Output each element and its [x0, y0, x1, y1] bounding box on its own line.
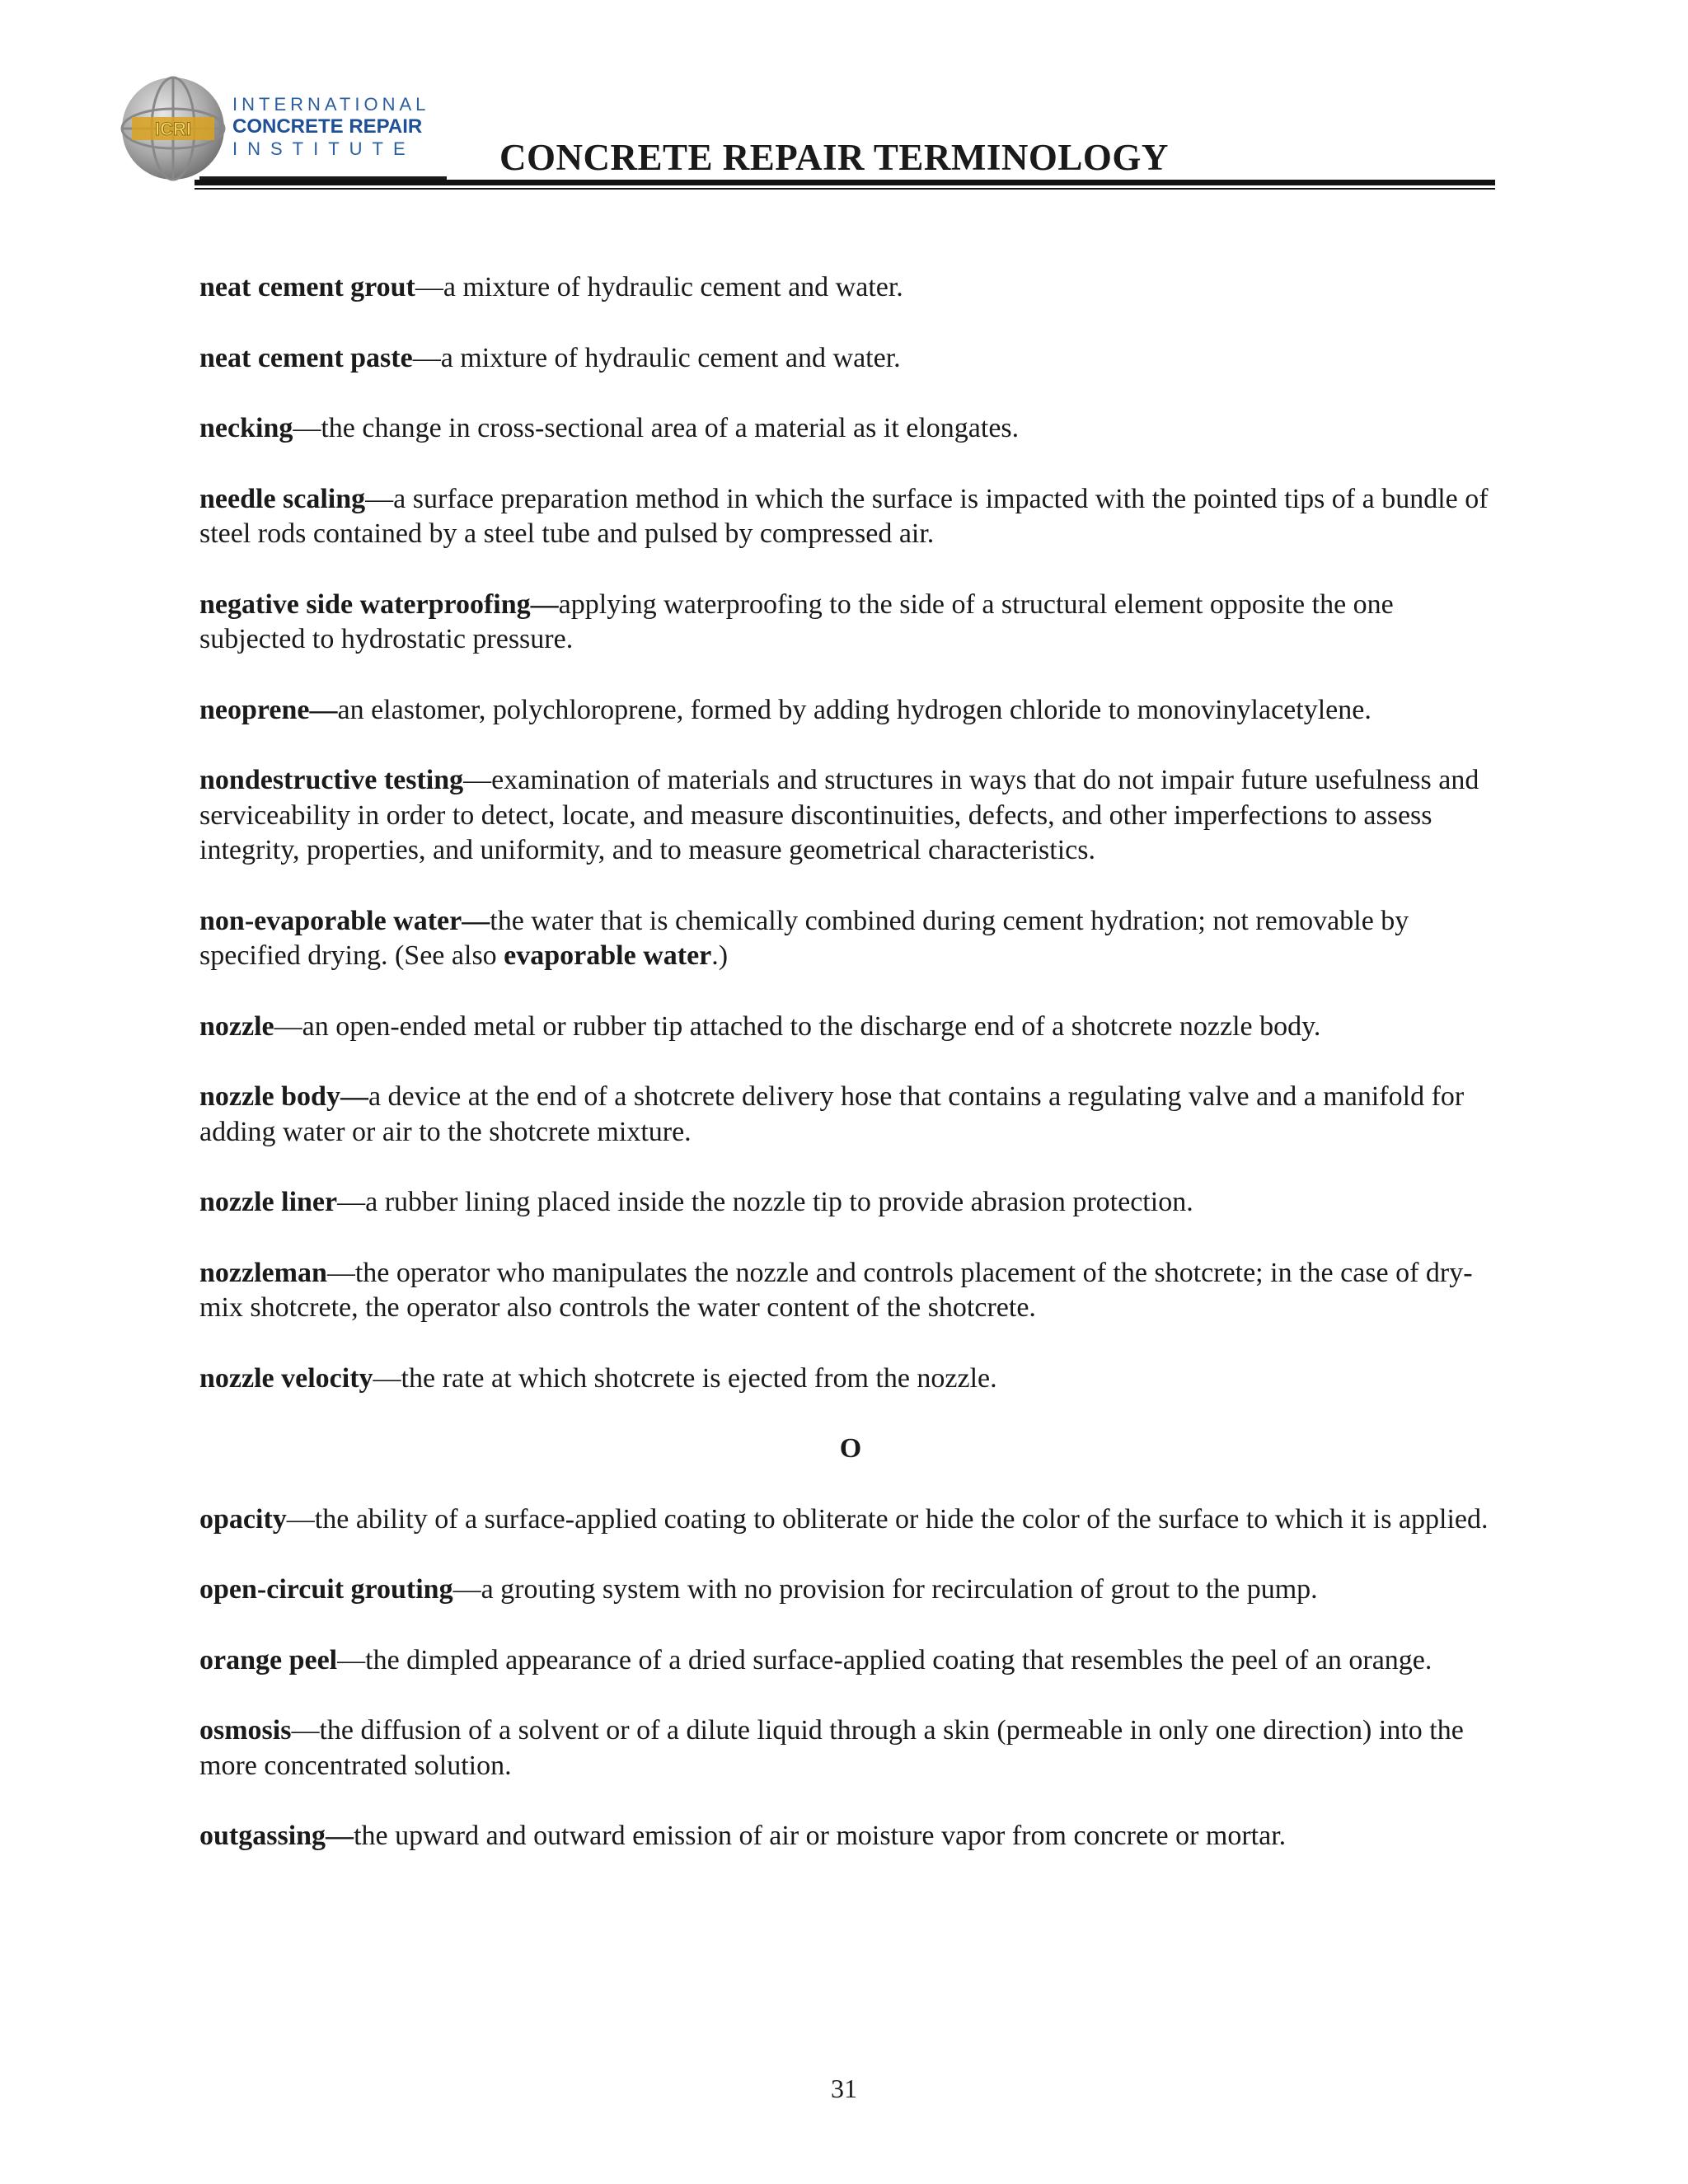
entry-separator: —	[291, 1715, 320, 1746]
logo-line-concrete-repair: CONCRETE REPAIR	[232, 115, 423, 138]
glossary-entry	[199, 1502, 1502, 1538]
logo-seal-text: ICRI	[155, 119, 191, 139]
icri-logo	[120, 76, 450, 183]
entry-separator: —	[274, 1010, 302, 1042]
entry-separator: —	[373, 1362, 401, 1394]
glossary-entry	[199, 1010, 1502, 1045]
glossary-entry	[199, 763, 1502, 869]
entry-separator: —	[293, 413, 321, 443]
entry-term: nondestructive testing	[199, 765, 464, 795]
glossary-entry	[199, 1080, 1502, 1150]
glossary-entry	[199, 1713, 1502, 1783]
entry-definition: a surface preparation method in which the surface is impacted with the pointed tips of a bundle of steel rods contained by a steel tube and pulsed by compressed air.	[199, 483, 1489, 549]
glossary-entry	[199, 270, 1502, 306]
entry-definition: the ability of a surface-applied coating to obliterate or hide the color of the surface to which it is applied.	[314, 1503, 1489, 1535]
glossary-entry	[199, 904, 1502, 974]
entry-term: negative side waterproofing—	[199, 588, 559, 620]
entry-definition: the operator who manipulates the nozzle and controls placement of the shotcrete; in the case of dry-mix shotcrete, the operator also controls the water content of the shotcrete.	[199, 1257, 1473, 1323]
entry-term: needle scaling	[199, 483, 366, 514]
entry-term: non-evaporable water—	[199, 905, 490, 936]
glossary-entry	[199, 341, 1502, 377]
entry-definition: an elastomer, polychloroprene, formed by adding hydrogen chloride to monovinylacetylene.	[337, 694, 1372, 725]
glossary-entry	[199, 693, 1502, 729]
entry-cross-reference: evaporable water	[504, 940, 712, 971]
page-number: 31	[831, 2074, 857, 2103]
logo-wordmark	[232, 94, 429, 160]
entry-term: outgassing—	[199, 1821, 354, 1851]
glossary-entry	[199, 1361, 1502, 1397]
entry-term: neoprene—	[199, 694, 338, 725]
entry-separator: —	[326, 1257, 355, 1288]
entry-term: open-circuit grouting	[199, 1574, 453, 1605]
page-header	[0, 0, 1688, 198]
entry-term: osmosis	[199, 1715, 292, 1746]
entry-term: nozzle	[199, 1010, 274, 1042]
entry-definition: a rubber lining placed inside the nozzle tip to provide abrasion protection.	[365, 1187, 1193, 1217]
entry-separator: —	[412, 342, 441, 373]
entry-definition: the upward and outward emission of air or moisture vapor from concrete or mortar.	[354, 1821, 1287, 1851]
globe-seal-icon	[120, 76, 226, 181]
glossary-entry	[199, 588, 1502, 658]
entry-separator: —	[463, 765, 492, 795]
entry-definition: a mixture of hydraulic cement and water.	[440, 342, 901, 373]
entry-definition: a mixture of hydraulic cement and water.	[443, 272, 903, 302]
header-rule-thin	[195, 188, 1495, 190]
entry-definition: an open-ended metal or rubber tip attached to the discharge end of a shotcrete nozzle body.	[302, 1010, 1321, 1042]
entry-definition: the rate at which shotcrete is ejected from the nozzle.	[401, 1362, 997, 1394]
glossary-entry	[199, 1819, 1502, 1854]
logo-line-international: INTERNATIONAL	[232, 94, 430, 115]
entry-definition: the dimpled appearance of a dried surface-applied coating that resembles the peel of an orange.	[365, 1644, 1432, 1675]
entry-separator: —	[286, 1503, 315, 1535]
entry-definition: the change in cross-sectional area of a material as it elongates.	[321, 413, 1020, 443]
entry-definition-tail: .)	[711, 940, 729, 971]
entry-term: necking	[199, 413, 293, 443]
glossary-entry	[199, 1256, 1502, 1326]
entry-term: nozzle body—	[199, 1081, 368, 1112]
entry-definition: applying waterproofing to the side of a structural element opposite the one subjected to hydrostatic pressure.	[199, 588, 1394, 654]
entry-term: neat cement grout	[199, 272, 415, 302]
entry-definition: the water that is chemically combined during cement hydration; not removable by specified drying. (See also	[199, 905, 1409, 971]
glossary-entry	[199, 1185, 1502, 1221]
entry-separator: —	[365, 483, 394, 514]
header-rule-thick	[195, 180, 1495, 185]
entry-term: opacity	[199, 1503, 287, 1535]
entry-separator: —	[337, 1644, 366, 1675]
document-title: CONCRETE REPAIR TERMINOLOGY	[499, 137, 1169, 178]
entry-separator: —	[337, 1187, 366, 1217]
logo-line-institute: INSTITUTE	[232, 138, 415, 159]
entry-definition: the diffusion of a solvent or of a dilute liquid through a skin (permeable in only one direction) into the more concentrated solution.	[199, 1715, 1464, 1781]
glossary-entries	[199, 270, 1502, 1890]
entry-term: nozzleman	[199, 1257, 327, 1288]
entry-separator: —	[452, 1574, 481, 1605]
entry-term: nozzle liner	[199, 1187, 338, 1217]
entry-separator: —	[415, 272, 443, 302]
entry-definition: a grouting system with no provision for recirculation of grout to the pump.	[481, 1574, 1318, 1605]
glossary-entry	[199, 482, 1502, 552]
entry-definition: examination of materials and structures in ways that do not impair future usefulness and serviceability in order to detect, locate, and measure discontinuities, defects, and other imperfections to assess integrity, properties, and uniformity, and to measure geometrical characteristics.	[199, 765, 1479, 865]
glossary-entry	[199, 1572, 1502, 1608]
entry-definition: a device at the end of a shotcrete delivery hose that contains a regulating valve and a manifold for adding water or air to the shotcrete mixture.	[199, 1081, 1465, 1147]
section-letter-heading: O	[839, 1433, 862, 1464]
entry-term: nozzle velocity	[199, 1362, 373, 1394]
glossary-entry	[199, 411, 1502, 447]
glossary-entry	[199, 1643, 1502, 1679]
entry-term: orange peel	[199, 1644, 338, 1675]
entry-term: neat cement paste	[199, 342, 413, 373]
